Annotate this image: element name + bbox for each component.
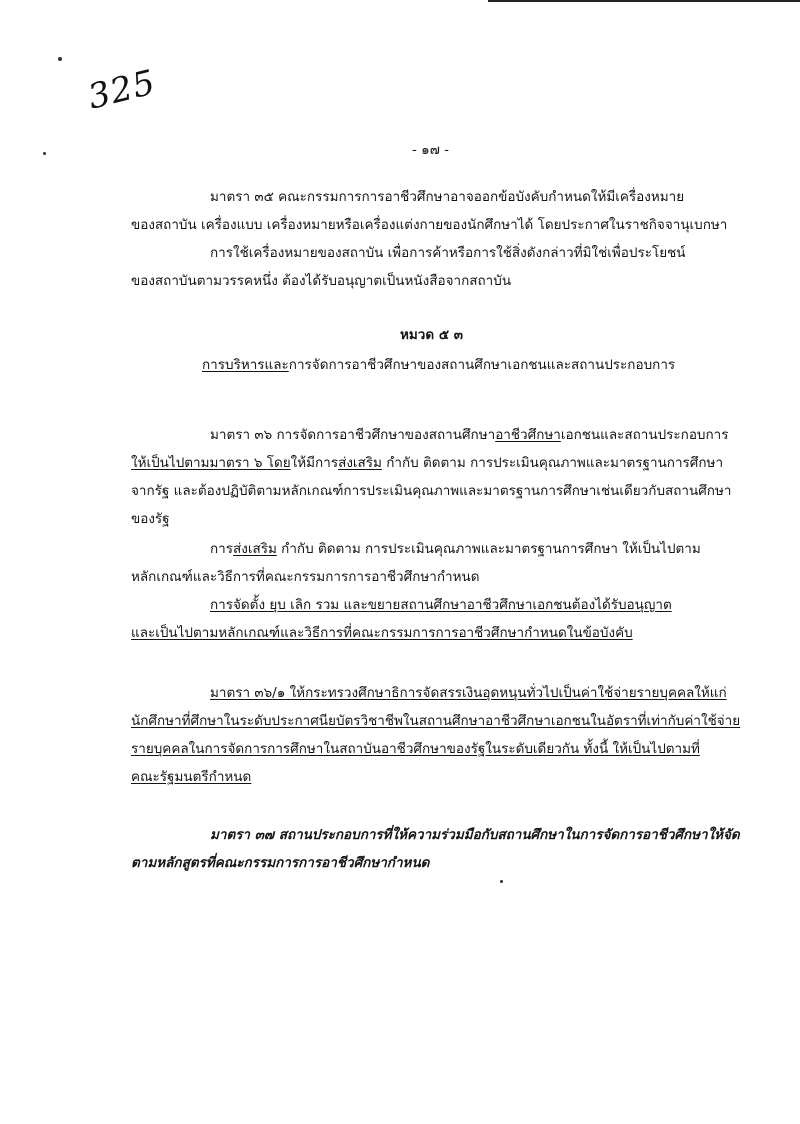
chapter-title-rest: การจัดการอาชีวศึกษาของสถานศึกษาเอกชนและสถานประกอบการ: [288, 357, 676, 373]
page-number: - ๑๗ -: [412, 142, 450, 158]
sec35-line1: มาตรา ๓๕ คณะกรรมการการอาชีวศึกษาอาจออกข้อบังคับกำหนดให้มีเครื่องหมาย: [210, 189, 685, 205]
sec36-1-line1: มาตรา ๓๖/๑ ให้กระทรวงศึกษาธิการจัดสรรเงินอุดหนุนทั่วไปเป็นค่าใช้จ่ายรายบุคคลให้แก่: [210, 685, 727, 701]
sec36-p2-line1: [210, 540, 701, 558]
sec37-line2: ตามหลักสูตรที่คณะกรรมการการอาชีวศึกษากำหนด: [131, 855, 430, 871]
chapter-title: [202, 356, 675, 374]
scan-speck: [43, 152, 46, 155]
sec36-l2-a: ให้เป็นไปตามมาตรา ๖ โดย: [131, 455, 291, 471]
sec35-line2: ของสถาบัน เครื่องแบบ เครื่องหมายหรือเครื่องแต่งกายของนักศึกษาได้ โดยประกาศในราชกิจจานุเบกษา: [131, 217, 728, 233]
sec37-line1: มาตรา ๓๗ สถานประกอบการที่ให้ความร่วมมือกับสถานศึกษาในการจัดการอาชีวศึกษาให้จัด: [210, 827, 740, 843]
sec35-line4: ของสถาบันตามวรรคหนึ่ง ต้องได้รับอนุญาตเป็นหนังสือจากสถาบัน: [131, 273, 512, 289]
sec36-p3-line2: และเป็นไปตามหลักเกณฑ์และวิธีการที่คณะกรรมการการอาชีวศึกษากำหนดในข้อบังคับ: [131, 625, 633, 641]
chapter-title-underlined: การบริหารและ: [202, 357, 289, 373]
sec36-l1-a: มาตรา ๓๖ การจัดการอาชีวศึกษาของสถานศึกษา: [210, 427, 496, 443]
sec35-line3: การใช้เครื่องหมายของสถาบัน เพื่อการค้าหรือการใช้สิ่งดังกล่าวที่มิใช่เพื่อประโยชน์: [210, 245, 686, 261]
sec36-line4: ของรัฐ: [131, 511, 170, 527]
chapter-number: หมวด ๕ ๓: [400, 327, 463, 343]
sec36-p3-line1: การจัดตั้ง ยุบ เลิก รวม และขยายสถานศึกษาอาชีวศึกษาเอกชนต้องได้รับอนุญาต: [210, 597, 672, 613]
sec36-l1-c: เอกชนและสถานประกอบการ: [560, 427, 729, 443]
scan-speck: [500, 880, 503, 883]
sec36-l2-d: กำกับ ติดตาม การประเมินคุณภาพและมาตรฐานการศึกษา: [381, 455, 724, 471]
sec36-p2-line2: หลักเกณฑ์และวิธีการที่คณะกรรมการการอาชีวศึกษากำหนด: [131, 569, 480, 585]
scan-speck: [58, 57, 62, 61]
sec36-line1: [210, 426, 729, 444]
sec36-l2-c: ส่งเสริม: [338, 455, 382, 471]
scan-edge-line: [488, 0, 800, 2]
sec36-p2-b: ส่งเสริม: [233, 541, 277, 557]
sec36-l1-b: อาชีวศึกษา: [495, 427, 561, 443]
sec36-1-line4: คณะรัฐมนตรีกำหนด: [131, 769, 252, 785]
handwritten-number: 325: [84, 62, 160, 118]
sec36-p2-c: กำกับ ติดตาม การประเมินคุณภาพและมาตรฐานการศึกษา ให้เป็นไปตาม: [276, 541, 701, 557]
sec36-line2: [131, 454, 723, 472]
sec36-p2-a: การ: [210, 541, 234, 557]
sec36-1-line3: รายบุคคลในการจัดการการศึกษาในสถาบันอาชีวศึกษาของรัฐในระดับเดียวกัน ทั้งนี้ ให้เป็นไปตามที่: [131, 741, 700, 757]
sec36-l2-b: ให้มีการ: [290, 455, 339, 471]
sec36-line3: จากรัฐ และต้องปฏิบัติตามหลักเกณฑ์การประเมินคุณภาพและมาตรฐานการศึกษาเช่นเดียวกับสถานศึกษา: [131, 483, 732, 499]
sec36-1-line2: นักศึกษาที่ศึกษาในระดับประกาศนียบัตรวิชาชีพในสถานศึกษาอาชีวศึกษาเอกชนในอัตราที่เท่ากับค่าใช้จ่าย: [131, 713, 741, 729]
